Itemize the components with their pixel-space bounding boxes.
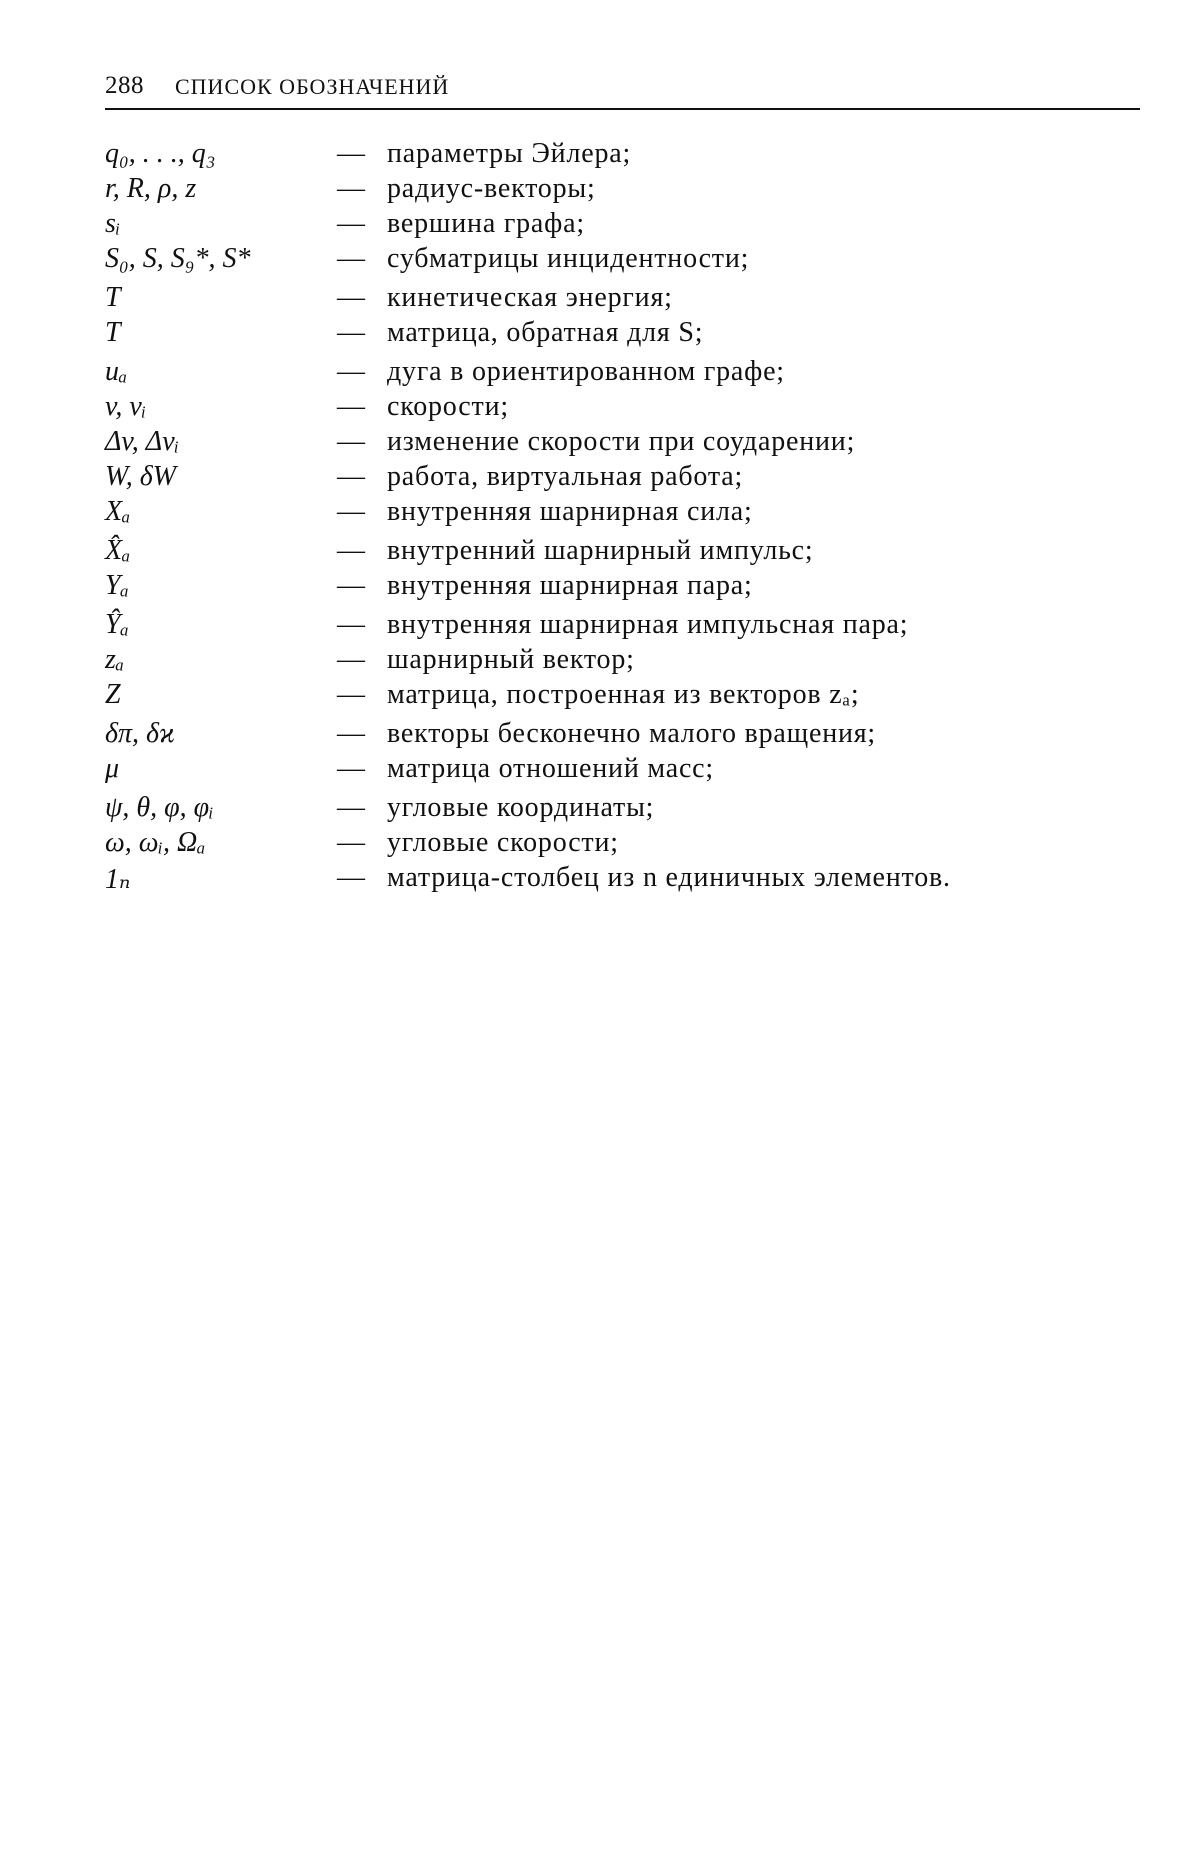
dash: — xyxy=(337,679,365,710)
list-item xyxy=(105,496,1145,531)
dash: — xyxy=(337,208,365,239)
notation-list xyxy=(105,138,1145,897)
notation-definition: внутренняя шарнирная пара; xyxy=(387,570,753,601)
notation-definition: угловые координаты; xyxy=(387,792,655,823)
notation-definition: шарнирный вектор; xyxy=(387,644,635,675)
notation-symbol: zₐ xyxy=(105,644,125,675)
list-item xyxy=(105,718,1145,753)
notation-symbol: Z xyxy=(105,679,121,710)
notation-symbol: Δv, Δvᵢ xyxy=(105,426,180,457)
notation-symbol: ω, ωᵢ, Ωₐ xyxy=(105,827,206,858)
notation-definition: скорости; xyxy=(387,391,509,422)
list-item xyxy=(105,679,1145,714)
notation-symbol: Ŷₐ xyxy=(105,609,129,640)
notation-symbol: X̂ₐ xyxy=(105,535,131,566)
dash: — xyxy=(337,535,365,566)
notation-definition: матрица отношений масс; xyxy=(387,753,714,784)
list-item xyxy=(105,862,1145,897)
notation-definition: внутренняя шарнирная импульсная пара; xyxy=(387,609,909,640)
notation-symbol: uₐ xyxy=(105,356,128,387)
notation-definition: матрица, построенная из векторов zₐ; xyxy=(387,679,860,710)
dash: — xyxy=(337,862,365,893)
dash: — xyxy=(337,138,365,169)
list-item xyxy=(105,317,1145,352)
dash: — xyxy=(337,356,365,387)
list-item xyxy=(105,356,1145,391)
notation-definition: векторы бесконечно малого вращения; xyxy=(387,718,877,749)
list-item xyxy=(105,208,1145,243)
notation-definition: внутренний шарнирный импульс; xyxy=(387,535,814,566)
list-item xyxy=(105,138,1145,173)
list-item xyxy=(105,753,1145,788)
notation-symbol: T xyxy=(105,317,121,348)
list-item xyxy=(105,792,1145,827)
notation-symbol: r, R, ρ, z xyxy=(105,173,197,204)
page-number: 288 xyxy=(105,72,144,99)
notation-definition: радиус-векторы; xyxy=(387,173,596,204)
dash: — xyxy=(337,718,365,749)
list-item xyxy=(105,243,1145,278)
notation-definition: изменение скорости при соударении; xyxy=(387,426,856,457)
dash: — xyxy=(337,792,365,823)
notation-symbol: Xₐ xyxy=(105,496,131,527)
dash: — xyxy=(337,461,365,492)
dash: — xyxy=(337,173,365,204)
dash: — xyxy=(337,317,365,348)
notation-symbol: W, δW xyxy=(105,461,177,492)
list-item xyxy=(105,173,1145,208)
dash: — xyxy=(337,570,365,601)
list-item xyxy=(105,570,1145,605)
notation-symbol: μ xyxy=(105,753,120,784)
dash: — xyxy=(337,282,365,313)
notation-definition: работа, виртуальная работа; xyxy=(387,461,744,492)
dash: — xyxy=(337,827,365,858)
dash: — xyxy=(337,609,365,640)
notation-symbol: Yₐ xyxy=(105,570,129,601)
list-item xyxy=(105,609,1145,644)
notation-symbol: 1ₙ xyxy=(105,864,131,895)
notation-symbol: ψ, θ, φ, φᵢ xyxy=(105,792,214,823)
notation-symbol: S₀, S, S₉*, S* xyxy=(105,243,251,274)
dash: — xyxy=(337,426,365,457)
notation-symbol: sᵢ xyxy=(105,208,121,239)
list-item xyxy=(105,426,1145,461)
notation-symbol: v, vᵢ xyxy=(105,391,147,422)
dash: — xyxy=(337,391,365,422)
notation-symbol: δπ, δϰ xyxy=(105,718,175,749)
notation-definition: угловые скорости; xyxy=(387,827,619,858)
notation-definition: вершина графа; xyxy=(387,208,585,239)
list-item xyxy=(105,827,1145,862)
dash: — xyxy=(337,496,365,527)
running-title: СПИСОК ОБОЗНАЧЕНИЙ xyxy=(175,74,450,99)
dash: — xyxy=(337,753,365,784)
notation-definition: внутренняя шарнирная сила; xyxy=(387,496,753,527)
notation-definition: параметры Эйлера; xyxy=(387,138,632,169)
notation-definition: субматрицы инцидентности; xyxy=(387,243,750,274)
page-header xyxy=(105,72,1140,110)
notation-definition: дуга в ориентированном графе; xyxy=(387,356,785,387)
notation-definition: кинетическая энергия; xyxy=(387,282,673,313)
dash: — xyxy=(337,644,365,675)
list-item xyxy=(105,282,1145,317)
list-item xyxy=(105,461,1145,496)
list-item xyxy=(105,535,1145,570)
dash: — xyxy=(337,243,365,274)
notation-definition: матрица, обратная для S; xyxy=(387,317,704,348)
notation-definition: матрица-столбец из n единичных элементов. xyxy=(387,862,951,893)
notation-symbol: T xyxy=(105,282,121,313)
notation-symbol: q₀, . . ., q₃ xyxy=(105,138,216,169)
list-item xyxy=(105,391,1145,426)
list-item xyxy=(105,644,1145,679)
